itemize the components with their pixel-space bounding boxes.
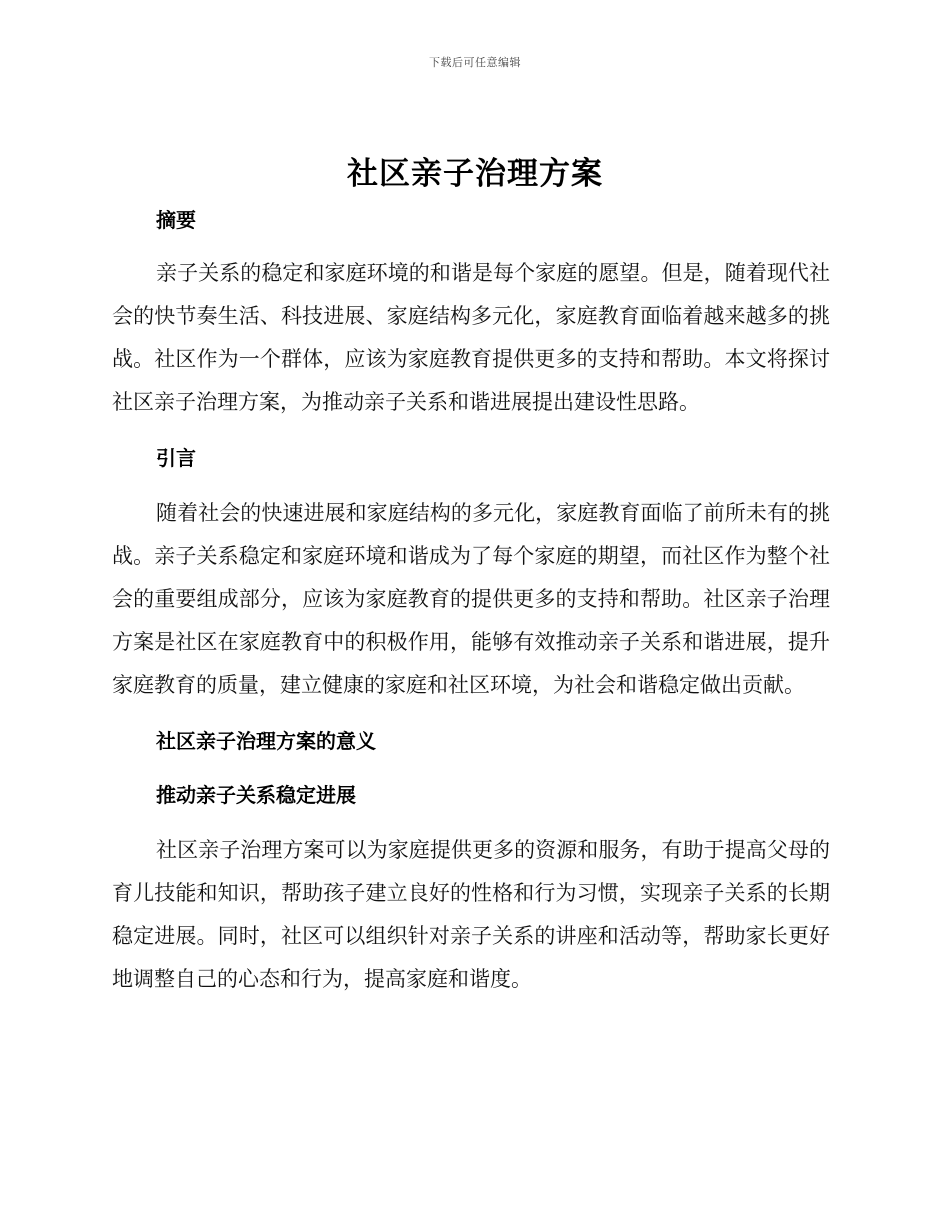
subsection-heading: 推动亲子关系稳定进展 <box>156 783 356 807</box>
header-note: 下载后可任意编辑 <box>429 56 521 69</box>
intro-heading: 引言 <box>156 446 196 470</box>
meaning-heading: 社区亲子治理方案的意义 <box>156 729 376 753</box>
abstract-paragraph: 亲子关系的稳定和家庭环境的和谐是每个家庭的愿望。但是，随着现代社会的快节奏生活、科技进展、家庭结构多元化，家庭教育面临着越来越多的挑战。社区作为一个群体，应该为家庭教育提供更多的支持和帮助。本文将探讨社区亲子治理方案，为推动亲子关系和谐进展提出建设性思路。 <box>112 261 830 414</box>
abstract-heading: 摘要 <box>156 208 196 232</box>
intro-paragraph: 随着社会的快速进展和家庭结构的多元化，家庭教育面临了前所未有的挑战。亲子关系稳定和家庭环境和谐成为了每个家庭的期望，而社区作为整个社会的重要组成部分，应该为家庭教育的提供更多的支持和帮助。社区亲子治理方案是社区在家庭教育中的积极作用，能够有效推动亲子关系和谐进展，提升家庭教育的质量，建立健康的家庭和社区环境，为社会和谐稳定做出贡献。 <box>112 501 830 697</box>
subsection-paragraph: 社区亲子治理方案可以为家庭提供更多的资源和服务，有助于提高父母的育儿技能和知识，帮助孩子建立良好的性格和行为习惯，实现亲子关系的长期稳定进展。同时，社区可以组织针对亲子关系的讲座和活动等，帮助家长更好地调整自己的心态和行为，提高家庭和谐度。 <box>112 838 830 991</box>
document-body <box>112 200 830 1001</box>
document-title: 社区亲子治理方案 <box>347 156 603 192</box>
